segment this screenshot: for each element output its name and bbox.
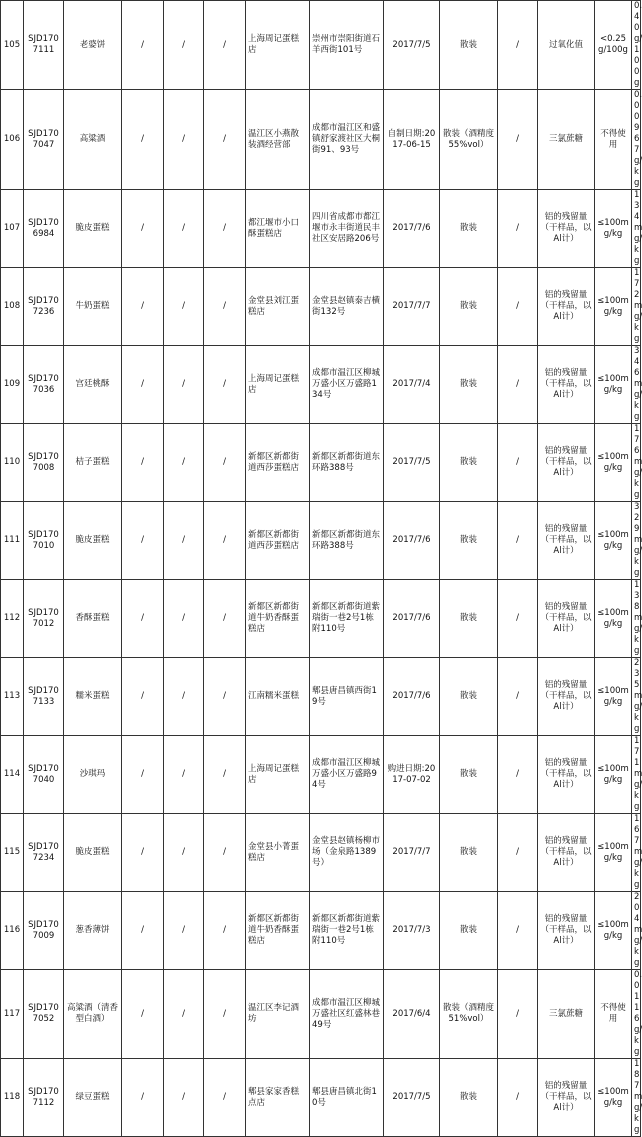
row-number-cell: 116 [1, 892, 24, 970]
sample-code-cell: SJD1707052 [24, 970, 64, 1059]
test-result-cell: 346mg/kg [632, 346, 641, 424]
producer-cell: / [204, 658, 246, 736]
producer-cell: / [204, 424, 246, 502]
spec-model-cell: / [164, 90, 204, 190]
row-number-cell: 114 [1, 736, 24, 814]
sample-code-cell: SJD1707010 [24, 502, 64, 580]
seller-name-cell: 新都区新都街道牛奶香酥蛋糕店 [246, 892, 310, 970]
standard-value-cell: ≤100mg/kg [595, 658, 632, 736]
nominal-spec-cell: / [498, 90, 538, 190]
production-date-cell: 2017/7/6 [384, 502, 440, 580]
product-name-cell: 高粱酒 [64, 90, 122, 190]
test-item-cell: 三氯蔗糖 [538, 970, 595, 1059]
sample-code-cell: SJD1707040 [24, 736, 64, 814]
row-number-cell: 108 [1, 268, 24, 346]
package-type-cell: 散装 [440, 892, 498, 970]
test-result-cell: 172mg/kg [632, 268, 641, 346]
seller-address-cell: 四川省成都市都江堰市永丰街道民丰社区安居路206号 [310, 190, 384, 268]
sample-code-cell: SJD1707009 [24, 892, 64, 970]
table-body [1, 1, 641, 1137]
test-item-cell: 铝的残留量（干样品，以Al计） [538, 892, 595, 970]
sample-code-cell: SJD1707008 [24, 424, 64, 502]
package-type-cell: 散装 [440, 736, 498, 814]
package-type-cell: 散装 [440, 658, 498, 736]
producer-cell: / [204, 1059, 246, 1137]
seller-name-cell: 上海周记蛋糕店 [246, 736, 310, 814]
seller-name-cell: 新都区新都街道西莎蛋糕店 [246, 502, 310, 580]
nominal-spec-cell: / [498, 502, 538, 580]
producer-cell: / [204, 814, 246, 892]
row-number-cell: 110 [1, 424, 24, 502]
producer-cell: / [204, 190, 246, 268]
nominal-spec-cell: / [498, 1059, 538, 1137]
production-date-cell: 购进日期:2017-07-02 [384, 736, 440, 814]
product-name-cell: 宫廷桃酥 [64, 346, 122, 424]
sample-code-cell: SJD1707133 [24, 658, 64, 736]
standard-value-cell: ≤100mg/kg [595, 424, 632, 502]
test-item-cell: 过氧化值 [538, 1, 595, 90]
nominal-spec-cell: / [498, 424, 538, 502]
producer-cell: / [204, 346, 246, 424]
row-number-cell: 109 [1, 346, 24, 424]
test-item-cell: 铝的残留量（干样品，以Al计） [538, 658, 595, 736]
table-row [1, 580, 641, 658]
production-date-cell: 2017/7/7 [384, 268, 440, 346]
row-number-cell: 117 [1, 970, 24, 1059]
table-row [1, 814, 641, 892]
table-row [1, 268, 641, 346]
package-type-cell: 散装 [440, 1, 498, 90]
seller-address-cell: 金堂县赵镇泰吉横街132号 [310, 268, 384, 346]
seller-address-cell: 崇州市崇阳街道石羊西街101号 [310, 1, 384, 90]
test-result-cell: 171mg/kg [632, 736, 641, 814]
standard-value-cell: ≤100mg/kg [595, 892, 632, 970]
seller-address-cell: 新都区新都街道东环路388号 [310, 502, 384, 580]
row-number-cell: 111 [1, 502, 24, 580]
seller-address-cell: 金堂县赵镇杨柳市场（金泉路1389号） [310, 814, 384, 892]
test-result-cell: 0.00967g/kg [632, 90, 641, 190]
seller-name-cell: 金堂县刘江蛋糕店 [246, 268, 310, 346]
seller-address-cell: 新都区新都街道紫瑞街一巷2号1栋附110号 [310, 580, 384, 658]
trademark-cell: / [122, 1, 164, 90]
row-number-cell: 118 [1, 1059, 24, 1137]
spec-model-cell: / [164, 970, 204, 1059]
spec-model-cell: / [164, 424, 204, 502]
production-date-cell: 2017/7/5 [384, 1, 440, 90]
spec-model-cell: / [164, 502, 204, 580]
production-date-cell: 2017/7/5 [384, 1059, 440, 1137]
product-name-cell: 桔子蛋糕 [64, 424, 122, 502]
seller-name-cell: 郫县家家香糕点店 [246, 1059, 310, 1137]
test-item-cell: 铝的残留量（干样品，以Al计） [538, 736, 595, 814]
seller-name-cell: 新都区新都街道西莎蛋糕店 [246, 424, 310, 502]
test-result-cell: 167mg/kg [632, 814, 641, 892]
producer-cell: / [204, 90, 246, 190]
test-result-cell: 0.0116g/kg [632, 970, 641, 1059]
producer-cell: / [204, 580, 246, 658]
test-item-cell: 铝的残留量（干样品，以Al计） [538, 346, 595, 424]
table-row [1, 970, 641, 1059]
spec-model-cell: / [164, 346, 204, 424]
standard-value-cell: ≤100mg/kg [595, 580, 632, 658]
product-name-cell: 高粱酒（清香型白酒） [64, 970, 122, 1059]
nominal-spec-cell: / [498, 580, 538, 658]
spec-model-cell: / [164, 1, 204, 90]
package-type-cell: 散装 [440, 502, 498, 580]
row-number-cell: 105 [1, 1, 24, 90]
standard-value-cell: ≤100mg/kg [595, 736, 632, 814]
seller-name-cell: 金堂县小菁蛋糕店 [246, 814, 310, 892]
test-result-cell: 138mg/kg [632, 580, 641, 658]
nominal-spec-cell: / [498, 190, 538, 268]
trademark-cell: / [122, 90, 164, 190]
spec-model-cell: / [164, 190, 204, 268]
seller-address-cell: 郫县唐昌镇北街10号 [310, 1059, 384, 1137]
test-item-cell: 铝的残留量（干样品，以Al计） [538, 190, 595, 268]
nominal-spec-cell: / [498, 736, 538, 814]
sample-code-cell: SJD1707036 [24, 346, 64, 424]
seller-address-cell: 成都市温江区柳城万盛社区红盛林巷49号 [310, 970, 384, 1059]
nominal-spec-cell: / [498, 970, 538, 1059]
production-date-cell: 2017/7/5 [384, 424, 440, 502]
spec-model-cell: / [164, 268, 204, 346]
test-result-cell: 235mg/kg [632, 658, 641, 736]
product-name-cell: 脆皮蛋糕 [64, 814, 122, 892]
trademark-cell: / [122, 1059, 164, 1137]
table-row [1, 658, 641, 736]
seller-address-cell: 成都市温江区和盛镇舒家渡社区大桐街91、93号 [310, 90, 384, 190]
test-result-cell: 176mg/kg [632, 424, 641, 502]
standard-value-cell: ≤100mg/kg [595, 268, 632, 346]
trademark-cell: / [122, 346, 164, 424]
seller-name-cell: 新都区新都街道牛奶香酥蛋糕店 [246, 580, 310, 658]
table-row [1, 1059, 641, 1137]
trademark-cell: / [122, 268, 164, 346]
nominal-spec-cell: / [498, 1, 538, 90]
nominal-spec-cell: / [498, 268, 538, 346]
package-type-cell: 散装 [440, 814, 498, 892]
product-name-cell: 香酥蛋糕 [64, 580, 122, 658]
row-number-cell: 107 [1, 190, 24, 268]
standard-value-cell: ≤100mg/kg [595, 1059, 632, 1137]
product-name-cell: 牛奶蛋糕 [64, 268, 122, 346]
trademark-cell: / [122, 892, 164, 970]
seller-name-cell: 都江堰市小口酥蛋糕店 [246, 190, 310, 268]
producer-cell: / [204, 736, 246, 814]
table-row [1, 90, 641, 190]
trademark-cell: / [122, 190, 164, 268]
table-row [1, 736, 641, 814]
producer-cell: / [204, 1, 246, 90]
production-date-cell: 2017/7/6 [384, 658, 440, 736]
spec-model-cell: / [164, 814, 204, 892]
producer-cell: / [204, 502, 246, 580]
test-item-cell: 铝的残留量（干样品，以Al计） [538, 814, 595, 892]
trademark-cell: / [122, 736, 164, 814]
test-item-cell: 三氯蔗糖 [538, 90, 595, 190]
seller-address-cell: 成都市温江区柳城万盛小区万盛路94号 [310, 736, 384, 814]
standard-value-cell: <0.25g/100g [595, 1, 632, 90]
spec-model-cell: / [164, 892, 204, 970]
package-type-cell: 散装（酒精度51%vol） [440, 970, 498, 1059]
seller-name-cell: 温江区小燕散装酒经营部 [246, 90, 310, 190]
package-type-cell: 散装 [440, 190, 498, 268]
package-type-cell: 散装 [440, 268, 498, 346]
table-row [1, 190, 641, 268]
standard-value-cell: ≤100mg/kg [595, 814, 632, 892]
seller-address-cell: 新都区新都街道东环路388号 [310, 424, 384, 502]
product-name-cell: 绿豆蛋糕 [64, 1059, 122, 1137]
production-date-cell: 2017/7/6 [384, 580, 440, 658]
table-row [1, 424, 641, 502]
table-row [1, 346, 641, 424]
trademark-cell: / [122, 580, 164, 658]
test-result-cell: 329mg/kg [632, 502, 641, 580]
sample-code-cell: SJD1707047 [24, 90, 64, 190]
standard-value-cell: ≤100mg/kg [595, 346, 632, 424]
product-name-cell: 脆皮蛋糕 [64, 190, 122, 268]
table-row [1, 892, 641, 970]
test-result-cell: 134mg/kg [632, 190, 641, 268]
test-result-cell: 204mg/kg [632, 892, 641, 970]
table-row [1, 502, 641, 580]
sample-code-cell: SJD1706984 [24, 190, 64, 268]
production-date-cell: 2017/7/4 [384, 346, 440, 424]
test-result-cell: 187mg/kg [632, 1059, 641, 1137]
sample-code-cell: SJD1707112 [24, 1059, 64, 1137]
test-item-cell: 铝的残留量（干样品，以Al计） [538, 268, 595, 346]
production-date-cell: 2017/7/3 [384, 892, 440, 970]
package-type-cell: 散装 [440, 1059, 498, 1137]
product-name-cell: 老婆饼 [64, 1, 122, 90]
product-name-cell: 葱香薄饼 [64, 892, 122, 970]
trademark-cell: / [122, 424, 164, 502]
production-date-cell: 2017/7/7 [384, 814, 440, 892]
producer-cell: / [204, 892, 246, 970]
standard-value-cell: 不得使用 [595, 90, 632, 190]
package-type-cell: 散装 [440, 580, 498, 658]
table-row [1, 1, 641, 90]
product-name-cell: 沙琪玛 [64, 736, 122, 814]
seller-name-cell: 上海周记蛋糕店 [246, 346, 310, 424]
spec-model-cell: / [164, 658, 204, 736]
seller-name-cell: 上海周记蛋糕店 [246, 1, 310, 90]
nominal-spec-cell: / [498, 814, 538, 892]
producer-cell: / [204, 268, 246, 346]
sample-code-cell: SJD1707012 [24, 580, 64, 658]
standard-value-cell: 不得使用 [595, 970, 632, 1059]
package-type-cell: 散装 [440, 346, 498, 424]
trademark-cell: / [122, 970, 164, 1059]
test-result-cell: 0.40g/100g [632, 1, 641, 90]
product-name-cell: 糯米蛋糕 [64, 658, 122, 736]
row-number-cell: 115 [1, 814, 24, 892]
sample-code-cell: SJD1707234 [24, 814, 64, 892]
nominal-spec-cell: / [498, 346, 538, 424]
test-item-cell: 铝的残留量（干样品，以Al计） [538, 502, 595, 580]
sample-code-cell: SJD1707236 [24, 268, 64, 346]
sample-code-cell: SJD1707111 [24, 1, 64, 90]
package-type-cell: 散装（酒精度55%vol） [440, 90, 498, 190]
production-date-cell: 自制日期:2017-06-15 [384, 90, 440, 190]
production-date-cell: 2017/6/4 [384, 970, 440, 1059]
trademark-cell: / [122, 814, 164, 892]
standard-value-cell: ≤100mg/kg [595, 502, 632, 580]
spec-model-cell: / [164, 736, 204, 814]
seller-address-cell: 新都区新都街道紫瑞街一巷2号1栋附110号 [310, 892, 384, 970]
product-name-cell: 脆皮蛋糕 [64, 502, 122, 580]
row-number-cell: 106 [1, 90, 24, 190]
seller-name-cell: 温江区李记酒坊 [246, 970, 310, 1059]
spec-model-cell: / [164, 1059, 204, 1137]
nominal-spec-cell: / [498, 892, 538, 970]
package-type-cell: 散装 [440, 424, 498, 502]
producer-cell: / [204, 970, 246, 1059]
seller-address-cell: 成都市温江区柳城万盛小区万盛路134号 [310, 346, 384, 424]
trademark-cell: / [122, 658, 164, 736]
seller-address-cell: 郫县唐昌镇西街19号 [310, 658, 384, 736]
standard-value-cell: ≤100mg/kg [595, 190, 632, 268]
row-number-cell: 113 [1, 658, 24, 736]
test-item-cell: 铝的残留量（干样品，以Al计） [538, 424, 595, 502]
seller-name-cell: 江南糯米蛋糕 [246, 658, 310, 736]
nominal-spec-cell: / [498, 658, 538, 736]
test-item-cell: 铝的残留量（干样品，以Al计） [538, 1059, 595, 1137]
test-item-cell: 铝的残留量（干样品，以Al计） [538, 580, 595, 658]
trademark-cell: / [122, 502, 164, 580]
production-date-cell: 2017/7/6 [384, 190, 440, 268]
row-number-cell: 112 [1, 580, 24, 658]
spec-model-cell: / [164, 580, 204, 658]
